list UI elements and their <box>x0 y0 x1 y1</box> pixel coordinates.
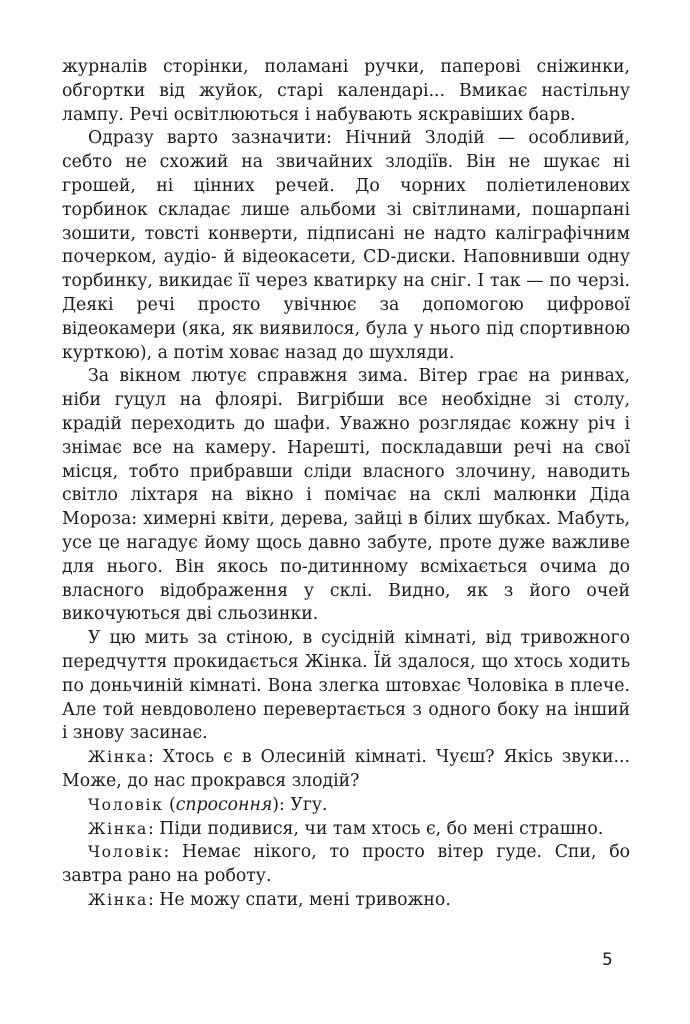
dialogue-line <box>62 889 630 913</box>
speaker-separator: : <box>147 889 160 910</box>
speaker-separator: : <box>147 818 160 839</box>
dialogue-line <box>62 746 630 794</box>
dialogue-text: Не можу спати, мені тривожно. <box>159 889 451 910</box>
dialogue-text: Угу. <box>290 794 328 815</box>
dialogue-line <box>62 841 630 889</box>
speaker-name: Жінка <box>88 748 148 767</box>
speaker-name: Жінка <box>88 819 148 838</box>
dialogue-text: Піди подивися, чи там хтось є, бо мені страшно. <box>159 818 604 839</box>
dialogue-line <box>62 794 630 818</box>
paragraph: журналів сторінки, поламані ручки, паперові сніжинки, обгортки від жуйок, старі календарі... Вмикає настільну лампу. Речі освітлюються і набувають яскравіших барв. <box>62 57 630 125</box>
dialogue-text: Хтось є в Олесиній кімнаті. Чуєш? Якісь звуки... Може, до нас прокрався злодій? <box>62 747 630 791</box>
speaker-separator: : <box>163 842 183 863</box>
speaker-separator: : <box>147 747 163 768</box>
dialogue-line <box>62 818 630 842</box>
page-body <box>62 56 630 913</box>
speaker-separator: ( <box>163 794 176 815</box>
page-number: 5 <box>602 950 613 970</box>
speaker-name: Жінка <box>88 890 148 909</box>
paragraph: Одразу варто зазначити: Нічний Злодій — особливий, себто не схожий на звичайних злодіїв. Він не шукає ні грошей, ні цінних речей. До чорних поліетиленових торбинок складає лише альбоми зі світлинами, пошарпані зошити, товсті конверти, підписані не надто каліграфічним почерком, аудіо- й відеокасети, CD-диски. Наповнивши одну торбинку, викидає її через кватирку на сніг. І так — по черзі. Деякі речі просто увічнює за допомогою цифрової відеокамери (яка, як виявилося, була у нього під спортивною курткою), а потім ховає назад до шухляди. <box>62 128 630 363</box>
speaker-name: Чоловік <box>88 843 164 862</box>
paragraph: За вікном лютує справжня зима. Вітер грає на ринвах, ніби гуцул на флоярі. Вигрібши все необхідне зі столу, крадій переходить до шафи. Уважно розглядає кожну річ і знімає все на камеру. Нарешті, поскладавши речі на свої місця, тобто прибравши сліди власного злочину, наводить світло ліхтаря на вікно і помічає на склі малюнки Діда Мороза: химерні квіти, дерева, зайці в білих шубках. Мабуть, усе це нагадує йому щось давно забуте, проте дуже важливе для нього. Він якось по-дитинному всміхається очима до власного відображення у склі. Видно, як з його очей викочуються дві сльозинки. <box>62 366 630 625</box>
stage-direction: спросоння <box>175 794 273 815</box>
paragraph: У цю мить за стіною, в сусідній кімнаті, від тривожного передчуття прокидається Жінка. Їй здалося, що хтось ходить по доньчиній кімнаті. Вона злегка штовхає Чоловіка в плече. Але той невдоволено перевертається з одного боку на інший і знову засинає. <box>62 628 630 744</box>
dialogue-text: Немає нікого, то просто вітер гуде. Спи, бо завтра рано на роботу. <box>62 842 630 887</box>
speaker-separator: ): <box>272 794 291 815</box>
speaker-name: Чоловік <box>88 795 164 814</box>
